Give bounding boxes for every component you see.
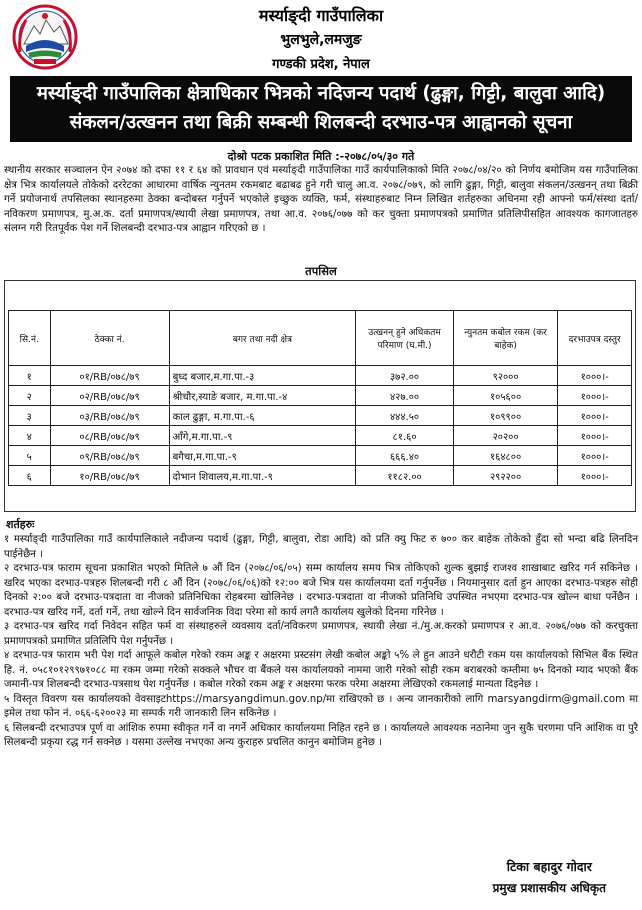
cell-volume: ८१.६० (356, 426, 454, 446)
col-min-bid: न्युनतम कबोल रकम (कर बाहेक) (453, 311, 558, 366)
cell-contract: ०१/RB/०७८/७९ (50, 366, 169, 386)
cell-min-bid: ९२००० (453, 366, 558, 386)
col-fee: दरभाउपत्र दस्तुर (558, 311, 632, 366)
cell-sn: ६ (9, 466, 51, 486)
cell-volume: ४२७.०० (356, 386, 454, 406)
signatory-name: टिका बहादुर गोदार (506, 859, 592, 874)
cell-contract: १०/RB/०७८/७९ (50, 466, 169, 486)
cell-volume: ११८२.०० (356, 466, 454, 486)
col-area: बगर तथा नदी क्षेत्र (169, 311, 356, 366)
col-volume: उत्खनन् हुने अधिकतम परिमाण (घ.मी.) (356, 311, 454, 366)
signature-block (493, 858, 606, 896)
condition-item: २ दरभाउ-पत्र फाराम सूचना प्रकाशित भएको मितिले ७ औं दिन (२०७८/०६/०५) सम्म कार्यालय समय भित्र तोकिएको शुल्क बुझाई राजश्व शाखाबाट खरिद गर्न सकिनेछ । खरिद भएका दरभाउ-पत्रहरु शिलबन्दी गरी ८ औं दिन (२०७८/०६/०६)को १२:०० बजे भित्र यस कार्यालयमा दर्ता गर्नुपर्नेछ । नियमानुसार दर्ता हुन आएका दरभाउ-पत्रहरु सोही दिनको २:०० बजे दरभाउ-पत्रदाता वा नीजको प्रतिनिधिका रोहबरमा खोलिनेछ । दरभाउ-पत्रदाता वा नीजको प्रतिनिधि उपस्थित नभएमा दरभाउ-पत्र खोल्न बाधा पर्नेछैन । दरभाउ-पत्र खरिद गर्ने, दर्ता गर्ने, तथा खोल्ने दिन सार्वजनिक विदा परेमा सो कार्य लगतै कार्यालय खुलेको दिनमा गरिनेछ । (4, 563, 638, 618)
cell-volume: ३७२.०० (356, 366, 454, 386)
cell-fee: १०००।- (558, 366, 632, 386)
cell-sn: १ (9, 366, 51, 386)
cell-area: आँगे,म.गा.पा.-९ (169, 426, 356, 446)
cell-contract: ०३/RB/०७८/७९ (50, 406, 169, 426)
condition-item: ५ विस्तृत विवरण यस कार्यालयको वेवसाइटhttps://marsyangdimun.gov.np/मा राखिएको छ । अन्य जानकारीको लागि marsyangdirm@gmail.com मा इमेल तथा फोन नं. ०६६-६२००२३ मा सम्पर्क गरी जानकारी लिन सकिनेछ । (4, 693, 638, 719)
cell-contract: ०२/RB/०७८/७९ (50, 386, 169, 406)
conditions-list (4, 533, 638, 751)
cell-volume: ४४४.५० (356, 406, 454, 426)
cell-sn: २ (9, 386, 51, 406)
cell-fee: १०००।- (558, 386, 632, 406)
cell-contract: ०८/RB/०७८/७९ (50, 426, 169, 446)
condition-item: ६ सिलबन्दी दरभाउपत्र पूर्ण वा आंशिक रुपमा स्वीकृत गर्ने वा नगर्ने अधिकार कार्यालयमा निहित रहने छ । कार्यालयले आवश्यक नठानेमा जुन सुकै चरणमा पनि आंशिक वा पुरै सिलबन्दी प्रकृया रद्ध गर्न सक्नेछ । यसमा उल्लेख नभएका अन्य कुराहरु प्रचलित कानुन बमोजिम हुनेछ । (4, 722, 638, 748)
cell-min-bid: १६४८०० (453, 446, 558, 466)
cell-area: काल ढुङ्गा, म.गा.पा.-६ (169, 406, 356, 426)
cell-fee: १०००।- (558, 426, 632, 446)
cell-area: बगैचा,म.गा.पा.-९ (169, 446, 356, 466)
banner-line-1: मर्स्याङ्दी गाउँपालिका क्षेत्राधिकार भित्रको नदिजन्य पदार्थ (ढुङ्गा, गिट्टी, बालुवा आदि) (36, 83, 606, 104)
condition-item: ४ दरभाउ-पत्र फाराम भरी पेश गर्दा आफूले कबोल गरेको रकम अङ्क र अक्षरमा प्रस्टसंग लेखी कबोल अङ्को ५% ले हुन आउने धरौटी रकम यस कार्यालयको सिभिल बैंक स्थित हि. नं. ०५८१०१२९९७१०८८ मा रकम जम्मा गरेको सक्कले भौचर वा बैंकले यस कार्यालयको नाममा जारी गरेको सोही रकम बराबरको कम्तीमा ७५ दिनको म्याद भएको बैंक जमानी-पत्र शिलबन्दी दरभाउ-पत्रसाथ पेश गर्नुपर्नेछ । कबोल गरेको रकम अङ्क र अक्षरमा फरक परेमा अक्षरमा लेखिएको रकमलाई मान्यता दिइनेछ । (4, 650, 638, 690)
table-row (9, 446, 632, 466)
table-title: तपसिल (305, 264, 337, 278)
notice-title-banner (10, 76, 632, 142)
cell-area: दोभान शिवालय,म.गा.पा.-९ (169, 466, 356, 486)
cell-area: बुध्द बजार,म.गा.पा.-३ (169, 366, 356, 386)
cell-fee: १०००।- (558, 406, 632, 426)
table-row (9, 386, 632, 406)
cell-contract: ०९/RB/०७८/७९ (50, 446, 169, 466)
table-header-row (9, 311, 632, 366)
cell-min-bid: २०२०० (453, 426, 558, 446)
publication-date: दोश्रो पटक प्रकाशित मिति :-२०७८/०५/३० गते (227, 150, 415, 163)
cell-sn: ३ (9, 406, 51, 426)
cell-fee: १०००।- (558, 466, 632, 486)
table-row (9, 426, 632, 446)
municipality-address: भुलभुले,लमजुङ (280, 32, 362, 48)
cell-area: श्रीचौर,स्याङे बजार, म.गा.पा.-४ (169, 386, 356, 406)
rate-table (8, 310, 632, 486)
table-row (9, 406, 632, 426)
condition-item: ३ दरभाउ-पत्र खरिद गर्दा निवेदन सहित फर्म वा संस्थाहरुले व्यवसाय दर्ता/नविकरण प्रमाणपत्र, स्थायी लेखा नं./मु.अ.करको प्रमाणपत्र र आ.व. २०७६/०७७ को करचुक्ता प्रमाणपत्रको प्रमाणित प्रतिलिपि पेश गर्नुपर्नेछ । (4, 621, 638, 647)
conditions-title: शर्तहरुः (6, 518, 35, 531)
col-sn: सि.नं. (9, 311, 51, 366)
col-contract: ठेक्का नं. (50, 311, 169, 366)
intro-paragraph: स्थानीय सरकार सञ्चालन ऐन २०७४ को दफा ११ र ६४ को प्रावधान एवं मर्स्याङ्दी गाउँपालिका गाउँ कार्यपालिकाको मिति २०७८/०४/२० को निर्णय बमोजिम यस गाउँपालिका क्षेत्र भित्र कार्यालयले तोकेको दररेटका आधारमा वार्षिक न्युनतम रकमबाट बढाबढ हुने गरी चालु आ.व. २०७८/०७९, को लागि ढुङ्गा, गिट्टी, बालुवा संकलन/उत्खनन् तथा बिक्री गर्ने प्रयोजनार्थ तपसिलका स्थानहरुमा ठेक्का बन्दोबस्त गर्नुपर्ने भएकोले इच्छुक व्यक्ति, फर्म, संस्थाहरुबाट निम्न लिखित शर्तहरुका अधिनमा रही आफ्नो फर्म/संस्था दर्ता/नविकरण प्रमाणपत्र, मु.अ.क. दर्ता प्रमाणपत्र/स्थायी लेखा प्रमाणपत्र, तथा आ.व. २०७६/०७७ को कर चुक्ता प्रमाणपत्रको प्रमाणित प्रतिलिपीसहित आवश्यक कागजातहरु संलग्न गरी रितपूर्वक पेश गर्ने शिलबन्दी दरभाउ-पत्र आह्वान गरिएको छ । (4, 165, 638, 235)
cell-min-bid: २९२२०० (453, 466, 558, 486)
condition-item: १ मर्स्याङ्दी गाउँपालिका गाउँ कार्यपालिकाले नदीजन्य पदार्थ (ढुङ्गा, गिट्टी, बालुवा, रोडा आदि) को प्रति क्यु फिट रु ७०० कर बाहेक तोकेको हुँदा सो भन्दा बढि लिनदिन पाईनेछैन । (4, 534, 638, 560)
cell-min-bid: १०५६०० (453, 386, 558, 406)
municipality-name: मर्स्याङ्दी गाउँपालिका (258, 6, 384, 25)
banner-line-2: संकलन/उत्खनन तथा बिक्री सम्बन्धी शिलबन्दी दरभाउ-पत्र आह्वानको सूचना (69, 112, 573, 133)
cell-fee: १०००।- (558, 446, 632, 466)
signatory-designation: प्रमुख प्रशासकीय अधिकृत (492, 881, 606, 895)
table-row (9, 466, 632, 486)
cell-sn: ५ (9, 446, 51, 466)
cell-min-bid: १०९९०० (453, 406, 558, 426)
cell-sn: ४ (9, 426, 51, 446)
province-line: गण्डकी प्रदेश, नेपाल (272, 57, 370, 72)
table-row (9, 366, 632, 386)
cell-volume: ६६६.४० (356, 446, 454, 466)
